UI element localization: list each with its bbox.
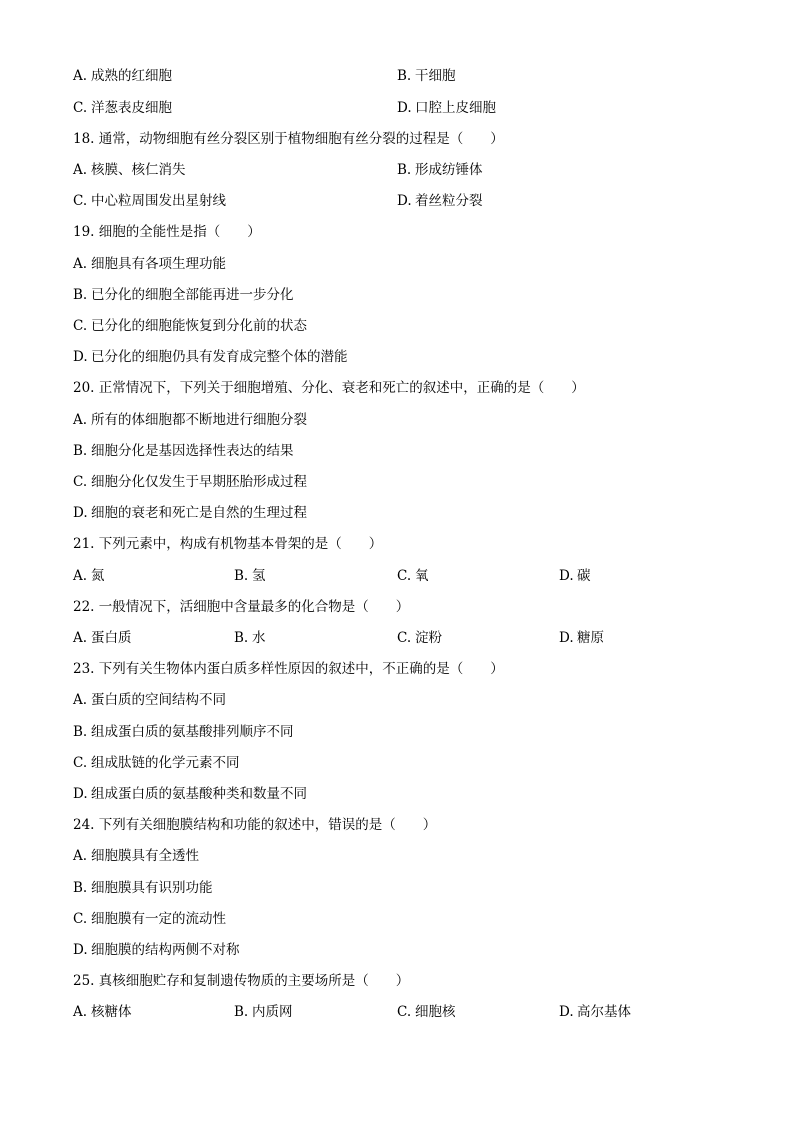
q20-stem: 20. 正常情况下，下列关于细胞增殖、分化、衰老和死亡的叙述中，正确的是（ ） <box>73 380 585 396</box>
q17-option-d <box>397 99 496 117</box>
option-letter: B. <box>397 162 412 178</box>
option-text: 水 <box>252 630 266 646</box>
option-letter: B. <box>397 68 412 84</box>
option-letter: A. <box>73 256 88 272</box>
q18-stem: 18. 通常，动物细胞有丝分裂区别于植物细胞有丝分裂的过程是（ ） <box>73 131 504 147</box>
option-text: 细胞膜有一定的流动性 <box>91 911 226 927</box>
option-text: 中心粒周围发出星射线 <box>91 193 226 209</box>
q25-stem: 25. 真核细胞贮存和复制遗传物质的主要场所是（ ） <box>73 973 410 989</box>
option-letter: A. <box>73 692 88 708</box>
q22-option-d <box>559 629 604 647</box>
q25-option-b <box>234 1003 293 1021</box>
option-text: 糖原 <box>577 630 604 646</box>
q18-option-d <box>397 192 483 210</box>
q22-option-a <box>73 629 132 647</box>
option-text: 形成纺锤体 <box>415 162 483 178</box>
option-text: 成熟的红细胞 <box>91 68 172 84</box>
option-letter: D. <box>73 942 88 958</box>
option-letter: C. <box>73 911 88 927</box>
option-text: 组成蛋白质的氨基酸种类和数量不同 <box>91 786 307 802</box>
option-text: 氧 <box>415 568 429 584</box>
option-letter: A. <box>73 68 88 84</box>
option-letter: D. <box>397 193 412 209</box>
option-letter: D. <box>73 349 88 365</box>
q23-option-b <box>73 723 294 741</box>
option-text: 高尔基体 <box>577 1004 631 1020</box>
q23-option-c <box>73 754 240 772</box>
option-letter: C. <box>397 1004 412 1020</box>
q19-option-c <box>73 317 307 335</box>
option-letter: A. <box>73 848 88 864</box>
q22-option-c <box>397 629 442 647</box>
q17-option-a <box>73 67 172 85</box>
option-text: 核糖体 <box>91 1004 132 1020</box>
q21-option-b <box>234 567 266 585</box>
option-text: 细胞膜具有全透性 <box>91 848 199 864</box>
q17-option-b <box>397 67 456 85</box>
q20-option-b <box>73 442 294 460</box>
q20-option-c <box>73 473 307 491</box>
q19-option-a <box>73 255 226 273</box>
q19-stem: 19. 细胞的全能性是指（ ） <box>73 224 261 240</box>
option-text: 组成蛋白质的氨基酸排列顺序不同 <box>91 724 294 740</box>
option-letter: C. <box>73 193 88 209</box>
q21-option-a <box>73 567 105 585</box>
q19-option-b <box>73 286 294 304</box>
option-text: 细胞分化是基因选择性表达的结果 <box>91 443 294 459</box>
option-text: 细胞膜的结构两侧不对称 <box>91 942 240 958</box>
q18-option-c <box>73 192 226 210</box>
option-letter: C. <box>73 474 88 490</box>
q21-stem: 21. 下列元素中，构成有机物基本骨架的是（ ） <box>73 536 383 552</box>
q20-option-a <box>73 411 307 429</box>
q21-option-c <box>397 567 429 585</box>
option-text: 洋葱表皮细胞 <box>91 100 172 116</box>
q20-option-d <box>73 504 307 522</box>
q17-option-c <box>73 99 172 117</box>
option-text: 内质网 <box>252 1004 293 1020</box>
option-letter: D. <box>559 1004 574 1020</box>
option-text: 干细胞 <box>415 68 456 84</box>
option-letter: B. <box>73 443 88 459</box>
option-text: 蛋白质的空间结构不同 <box>91 692 226 708</box>
option-letter: C. <box>73 100 88 116</box>
option-text: 蛋白质 <box>91 630 132 646</box>
option-text: 所有的体细胞都不断地进行细胞分裂 <box>91 412 307 428</box>
option-letter: A. <box>73 568 88 584</box>
option-letter: C. <box>397 630 412 646</box>
option-text: 氮 <box>91 568 105 584</box>
q23-option-a <box>73 691 226 709</box>
option-text: 细胞分化仅发生于早期胚胎形成过程 <box>91 474 307 490</box>
option-letter: B. <box>73 880 88 896</box>
option-letter: A. <box>73 162 88 178</box>
option-text: 细胞的衰老和死亡是自然的生理过程 <box>91 505 307 521</box>
q25-option-d <box>559 1003 631 1021</box>
option-letter: D. <box>559 630 574 646</box>
option-letter: D. <box>559 568 574 584</box>
option-letter: A. <box>73 412 88 428</box>
q22-option-b <box>234 629 266 647</box>
option-letter: B. <box>234 568 249 584</box>
q19-option-d <box>73 348 348 366</box>
q25-option-c <box>397 1003 456 1021</box>
q23-stem: 23. 下列有关生物体内蛋白质多样性原因的叙述中，不正确的是（ ） <box>73 661 504 677</box>
q23-option-d <box>73 785 307 803</box>
option-text: 淀粉 <box>415 630 442 646</box>
q24-option-d <box>73 941 240 959</box>
q18-option-a <box>73 161 186 179</box>
q22-stem: 22. 一般情况下，活细胞中含量最多的化合物是（ ） <box>73 599 410 615</box>
q24-option-a <box>73 847 199 865</box>
option-text: 细胞具有各项生理功能 <box>91 256 226 272</box>
option-letter: C. <box>73 755 88 771</box>
option-letter: A. <box>73 630 88 646</box>
option-text: 着丝粒分裂 <box>415 193 483 209</box>
q24-option-c <box>73 910 226 928</box>
q18-option-b <box>397 161 483 179</box>
option-text: 口腔上皮细胞 <box>415 100 496 116</box>
option-letter: B. <box>234 630 249 646</box>
option-letter: C. <box>397 568 412 584</box>
option-text: 已分化的细胞能恢复到分化前的状态 <box>91 318 307 334</box>
option-text: 组成肽链的化学元素不同 <box>91 755 240 771</box>
option-text: 细胞核 <box>415 1004 456 1020</box>
option-text: 碳 <box>577 568 591 584</box>
option-letter: B. <box>73 287 88 303</box>
option-letter: C. <box>73 318 88 334</box>
option-text: 已分化的细胞全部能再进一步分化 <box>91 287 294 303</box>
option-letter: D. <box>397 100 412 116</box>
option-letter: B. <box>234 1004 249 1020</box>
q21-option-d <box>559 567 591 585</box>
option-letter: B. <box>73 724 88 740</box>
option-letter: A. <box>73 1004 88 1020</box>
option-text: 细胞膜具有识别功能 <box>91 880 213 896</box>
option-text: 已分化的细胞仍具有发育成完整个体的潜能 <box>91 349 348 365</box>
option-text: 核膜、核仁消失 <box>91 162 186 178</box>
option-letter: D. <box>73 786 88 802</box>
option-letter: D. <box>73 505 88 521</box>
q24-option-b <box>73 879 213 897</box>
option-text: 氢 <box>252 568 266 584</box>
q24-stem: 24. 下列有关细胞膜结构和功能的叙述中，错误的是（ ） <box>73 817 437 833</box>
q25-option-a <box>73 1003 132 1021</box>
